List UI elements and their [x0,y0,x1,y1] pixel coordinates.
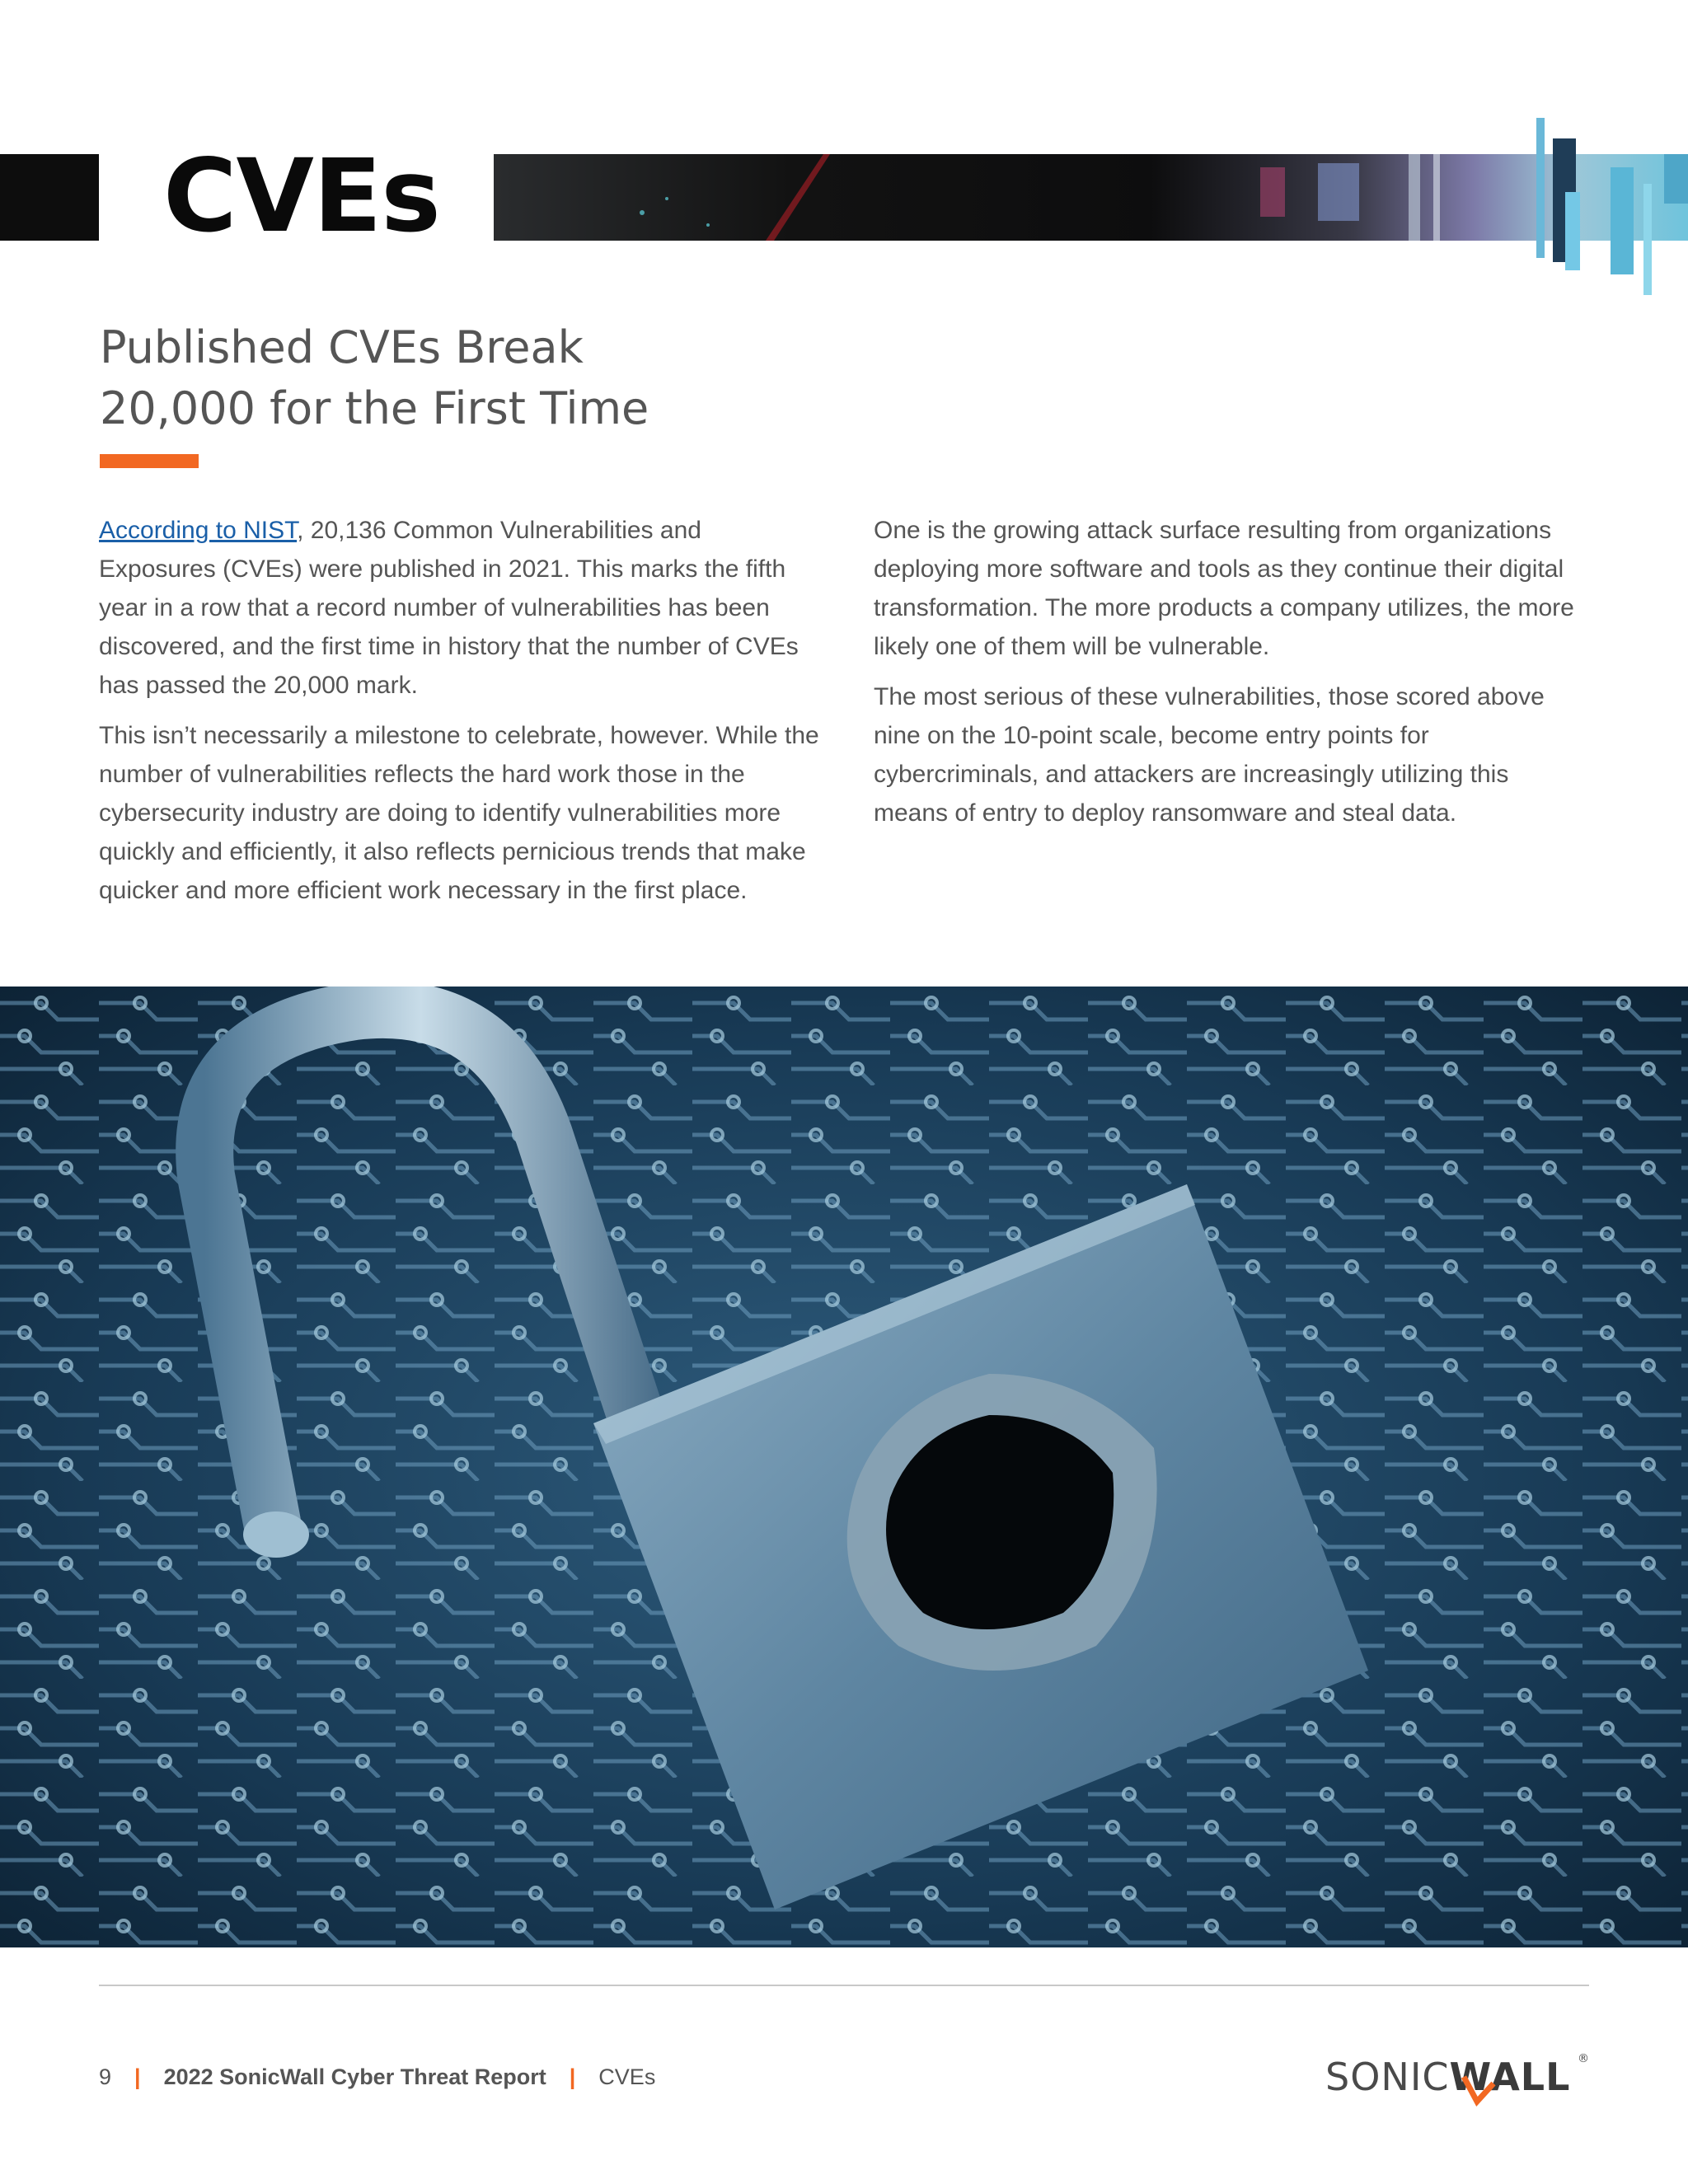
section-heading-line-2: 20,000 for the First Time [100,382,649,434]
footer-section-name: CVEs [598,2064,656,2089]
left-column [99,511,824,921]
glitch-banner-image [494,118,1688,299]
paragraph-2: This isn’t necessarily a milestone to celebrate, however. While the number of vulnerabilities reflects the hard work those in the cybersecurity industry are doing to identify vulnerabilities more quickly and efficiently, it also reflects pernicious trends that make quicker and more efficient work necessary in the first place. [99,722,819,904]
footer-divider [99,1985,1589,1986]
header-black-block [0,154,99,241]
page-number: 9 [99,2064,112,2089]
heading-accent-rule [100,454,199,468]
logo-text-light: SONIC [1325,2055,1450,2099]
footer-separator: | [134,2064,141,2089]
page-title: CVEs [163,138,440,255]
nist-link[interactable]: According to NIST [99,517,298,544]
svg-text:SONICWALL [1325,2055,1570,2099]
paragraph-4: The most serious of these vulnerabilities, those scored above nine on the 10-point scale, become entry points for cybercriminals, and attackers are increasingly utilizing this means of entry to deploy ransomware and steal data. [874,683,1545,827]
footer [99,2060,655,2093]
section-heading-line-1: Published CVEs Break [100,321,584,373]
paragraph-3: One is the growing attack surface resulting from organizations deploying more software and tools as they continue their digital transformation. The more products a company utilizes, the more likely one of them will be vulnerable. [874,517,1574,660]
logo-text-bold: WALL [1449,2055,1571,2099]
section-heading [100,317,842,439]
paragraph-1 [99,511,824,705]
right-column [874,511,1574,844]
registered-mark: ® [1578,2052,1589,2065]
sonicwall-logo [1325,2044,1589,2110]
report-title: 2022 SonicWall Cyber Threat Report [163,2064,546,2089]
padlock-circuit-illustration [0,987,1688,1947]
paragraph-1-text: , 20,136 Common Vulnerabilities and Exposures (CVEs) were published in 2021. This marks the fifth year in a row that a record number of vulnerabilities has been discovered, and the first time in history that the number of CVEs has passed the 20,000 mark. [99,517,799,699]
footer-separator: | [569,2064,576,2089]
padlock-circuit-photo [0,987,1688,1947]
